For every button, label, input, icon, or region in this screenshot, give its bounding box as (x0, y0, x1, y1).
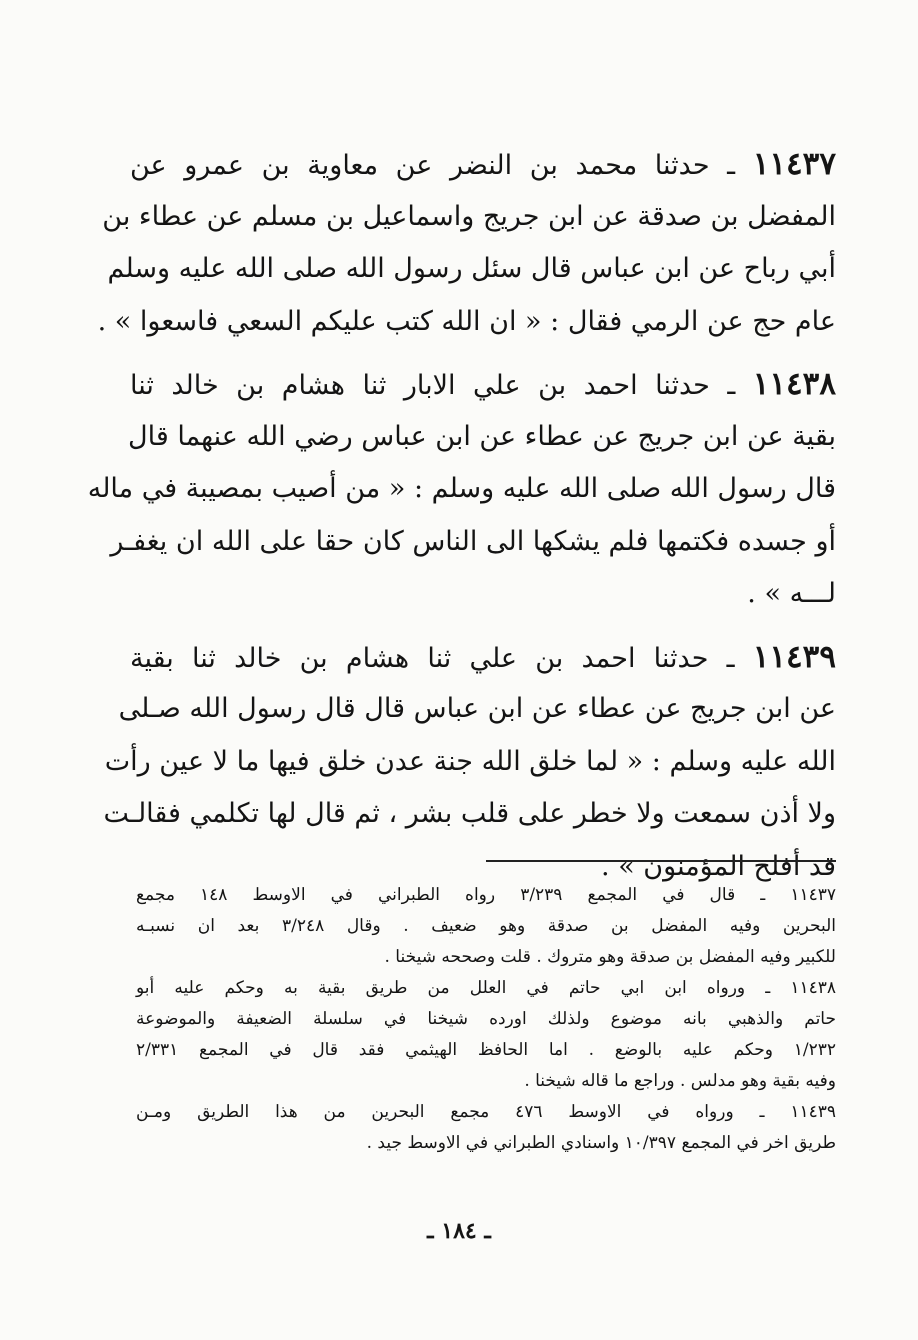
page-number: ـ ١٨٤ ـ (427, 1218, 491, 1244)
text-line: ١١٤٣٨ ـ حدثنا احمد بن علي الابار ثنا هشام بن خالد ثنا (130, 366, 836, 402)
text-line: لـــه » . (747, 578, 836, 609)
text-line: الله عليه وسلم : « لما خلق الله جنة عدن خلق فيها ما لا عين رأت (104, 745, 836, 777)
text-line: أو جسده فكتمها فلم يشكها الى الناس كان حقا على الله ان يغفـر (110, 525, 836, 557)
hadith-11438 (87, 358, 836, 621)
footnote-11439 (136, 1097, 836, 1159)
footnote-line: البحرين وفيه المفضل بن صدقة وهو ضعيف . وقال ٣/٢٤٨ بعد ان نسبـه (136, 916, 836, 936)
footnotes (136, 880, 836, 1159)
footnote-line: ١١٤٣٨ ـ ورواه ابن ابي حاتم في العلل من طريق بقية به وحكم عليه أبو (136, 978, 836, 998)
text-line: ١١٤٣٩ ـ حدثنا احمد بن علي ثنا هشام بن خالد ثنا بقية (130, 638, 836, 675)
hadith-11437 (97, 138, 836, 348)
footnote-line: طريق اخر في المجمع ١٠/٣٩٧ واسنادي الطبراني في الاوسط جيد . (366, 1133, 836, 1153)
hadith-number: ١١٤٣٧ (752, 146, 836, 182)
text-line: عام حج عن الرمي فقال : « ان الله كتب عليكم السعي فاسعوا » . (97, 305, 836, 337)
hadith-number: ١١٤٣٨ (752, 366, 836, 402)
footnote-divider (486, 860, 836, 862)
footnote-11438 (136, 973, 836, 1097)
footnote-11437 (136, 880, 836, 973)
text-line: عن ابن جريج عن عطاء عن ابن عباس قال قال رسول الله صـلى (118, 693, 836, 724)
hadith-11439 (103, 631, 836, 894)
main-text (87, 138, 836, 903)
hadith-number: ١١٤٣٩ (752, 638, 836, 675)
text-line: قال رسول الله صلى الله عليه وسلم : « من أصيب بمصيبة في ماله (87, 473, 836, 504)
text-line: ١١٤٣٧ ـ حدثنا محمد بن النضر عن معاوية بن عمرو عن (130, 146, 836, 182)
footnote-line: حاتم والذهبي بانه موضوع ولذلك اورده شيخنا في سلسلة الضعيفة والموضوعة (136, 1009, 836, 1029)
text-line: أبي رباح عن ابن عباس قال سئل رسول الله صلى الله عليه وسلم (107, 253, 836, 284)
text-line: المفضل بن صدقة عن ابن جريج واسماعيل بن مسلم عن عطاء بن (102, 200, 836, 232)
footnote-line: ١/٢٣٢ وحكم عليه بالوضع . اما الحافظ الهيثمي فقد قال في المجمع ٢/٣٣١ (136, 1040, 836, 1060)
footnote-line: ١١٤٣٧ ـ قال في المجمع ٣/٢٣٩ رواه الطبراني في الاوسط ١٤٨ مجمع (136, 885, 837, 905)
text-line: قد أفلح المؤمنون » . (601, 850, 836, 882)
text-line: بقية عن ابن جريج عن عطاء عن ابن عباس رضي الله عنهما قال (128, 420, 836, 452)
text-line: ولا أذن سمعت ولا خطر على قلب بشر ، ثم قال لها تكلمي فقالـت (103, 798, 836, 829)
footnote-line: وفيه بقية وهو مدلس . وراجع ما قاله شيخنا . (524, 1071, 836, 1091)
footnote-line: للكبير وفيه المفضل بن صدقة وهو متروك . قلت وصححه شيخنا . (384, 947, 836, 967)
footnote-line: ١١٤٣٩ ـ ورواه في الاوسط ٤٧٦ مجمع البحرين من هذا الطريق ومـن (136, 1102, 836, 1122)
